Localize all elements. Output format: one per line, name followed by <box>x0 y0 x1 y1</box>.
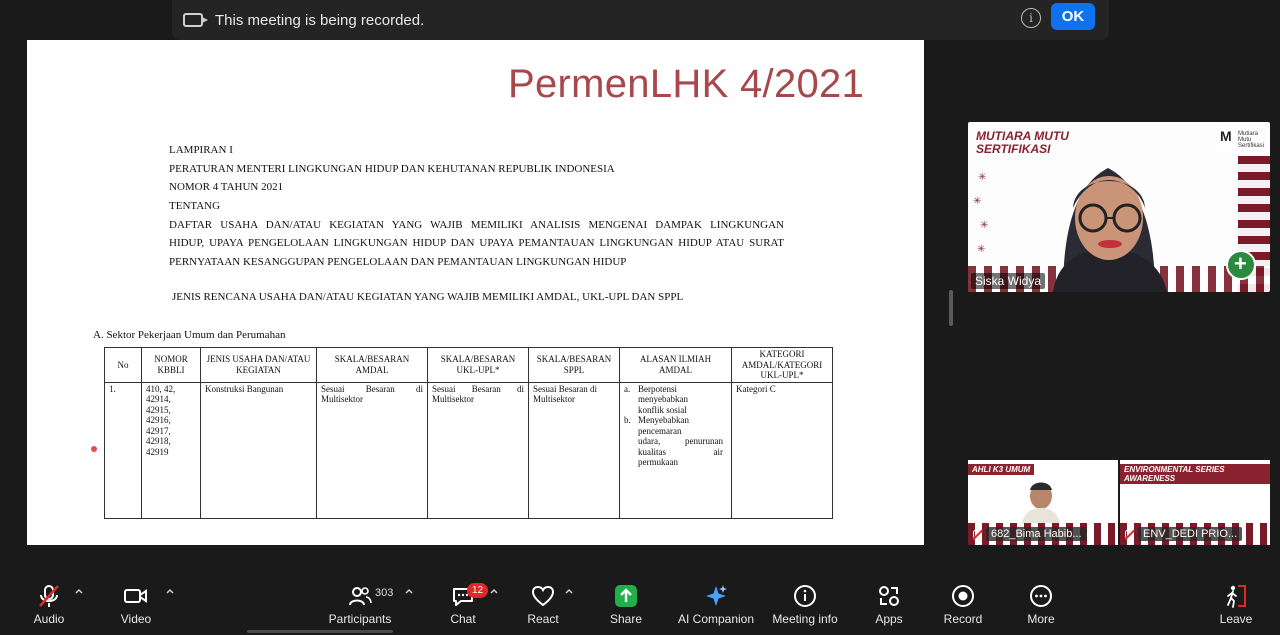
participant-name: Siska Widya <box>971 273 1045 289</box>
chevron-up-icon[interactable] <box>564 586 574 596</box>
video-tile-bima[interactable] <box>968 460 1118 545</box>
audio-button[interactable] <box>30 575 68 635</box>
alasan-line: Berpotensi <box>638 383 677 394</box>
doc-section-title: A. Sektor Pekerjaan Umum dan Perumahan <box>93 329 286 341</box>
more-icon <box>1029 584 1053 608</box>
leave-button[interactable] <box>1219 575 1253 635</box>
leave-icon <box>1224 583 1248 609</box>
word: Multisektor <box>432 394 474 404</box>
participant-video <box>1016 476 1066 526</box>
mic-muted-icon <box>973 529 982 540</box>
word: Besaran <box>471 383 501 394</box>
apps-icon <box>877 584 901 608</box>
participant-count: 303 <box>375 587 394 599</box>
apps-button[interactable] <box>872 575 906 635</box>
table-header: JENIS USAHA DAN/ATAU KEGIATAN <box>201 348 317 383</box>
table-header: SKALA/BESARAN AMDAL <box>317 348 428 383</box>
table-header: NOMOR KBBLI <box>142 348 201 383</box>
logo-mark: M <box>1220 128 1232 144</box>
sparkle-icon: ✳ <box>973 196 982 207</box>
kbli-line: 410, 42, <box>146 383 176 394</box>
more-label: More <box>1027 612 1055 626</box>
sparkle-icon: ✳ <box>977 244 986 255</box>
table-header: No <box>105 348 142 383</box>
pointer-dot <box>91 446 97 452</box>
document-heading <box>169 141 784 272</box>
alasan-item <box>624 384 727 416</box>
share-button[interactable] <box>610 575 642 635</box>
shared-document <box>27 40 924 545</box>
participants-label: Participants <box>328 612 392 626</box>
cell-kategori: Kategori C <box>732 382 833 518</box>
brand-line: SERTIFIKASI <box>976 142 1051 156</box>
kbli-line: 42914, <box>146 394 171 404</box>
alasan-line: Menyebabkan <box>638 415 689 425</box>
video-camera-icon <box>123 586 149 606</box>
info-icon[interactable]: i <box>1021 8 1041 28</box>
logo-text: Mutu <box>1238 137 1252 143</box>
chevron-up-icon[interactable] <box>489 586 499 596</box>
participant-name: 682_Bima Habib... <box>986 527 1087 541</box>
speaker-video <box>1043 146 1173 292</box>
panel-resize-handle[interactable] <box>949 290 953 326</box>
chevron-up-icon[interactable] <box>74 586 84 596</box>
kbli-line: 42919 <box>146 446 169 457</box>
doc-line: TENTANG <box>169 200 221 213</box>
alasan-letter: a. <box>624 383 631 394</box>
share-screen-icon <box>614 584 638 608</box>
video-tile-siska[interactable] <box>968 122 1270 292</box>
doc-line: PERNYATAAN KESANGGUPAN PENGELOLAAN DAN PEMANTAUAN LINGKUNGAN HIDUP <box>169 256 627 269</box>
sparkle-icon <box>704 584 728 608</box>
alasan-line: pencemaran <box>638 425 682 436</box>
sparkle-icon: ✳ <box>980 220 989 231</box>
doc-line: PERATURAN MENTERI LINGKUNGAN HIDUP DAN KEHUTANAN REPUBLIK INDONESIA <box>169 162 615 175</box>
alasan-line: udara, penurunan <box>638 436 723 446</box>
scroll-indicator <box>247 630 393 633</box>
chevron-up-icon[interactable] <box>404 586 414 596</box>
kbli-line: 42918, <box>146 436 171 446</box>
participant-name: ENV_DEDI PRIO... <box>1138 527 1242 541</box>
kbli-line: 42916, <box>146 415 171 425</box>
alasan-line: permukaan <box>638 457 678 467</box>
participants-button[interactable] <box>328 575 394 635</box>
audio-label: Audio <box>33 612 65 626</box>
kbli-line: 42915, <box>146 404 171 415</box>
doc-subheading: JENIS RENCANA USAHA DAN/ATAU KEGIATAN YANG WAJIB MEMILIKI AMDAL, UKL-UPL DAN SPPL <box>172 291 684 303</box>
doc-line: NOMOR 4 TAHUN 2021 <box>169 181 284 194</box>
logo-text: Mutiara <box>1238 131 1259 137</box>
heart-icon <box>531 585 555 607</box>
cell-ukl <box>428 382 529 518</box>
react-label: React <box>527 612 559 626</box>
react-button[interactable] <box>526 575 560 635</box>
sppl-line: Multisektor <box>533 394 575 404</box>
word: Multisektor <box>321 394 363 404</box>
table-header-row <box>105 348 833 383</box>
recording-banner <box>172 0 1109 40</box>
table-header: SKALA/BESARAN UKL-UPL* <box>428 348 529 383</box>
tile-banner: AHLI K3 UMUM <box>968 464 1034 475</box>
alasan-item <box>624 415 727 468</box>
alasan-letter: b. <box>624 415 631 425</box>
word: di <box>415 383 423 394</box>
brand-line: MUTIARA MUTU <box>976 129 1069 143</box>
sppl-line: Sesuai Besaran di <box>533 383 597 394</box>
meeting-toolbar <box>0 575 1280 635</box>
word: di <box>516 383 524 394</box>
record-icon <box>951 584 975 608</box>
ai-companion-button[interactable] <box>678 575 754 635</box>
word: Sesuai <box>432 383 456 394</box>
doc-line: HIDUP, UPAYA PENGELOLAAN LINGKUNGAN HIDUP DAN UPAYA PEMANTAUAN LINGKUNGAN HIDUP ATAU SURAT <box>169 237 784 250</box>
alasan-line: konflik sosial <box>638 404 687 415</box>
chat-label: Chat <box>450 612 476 626</box>
alasan-line: menyebabkan <box>638 394 688 404</box>
kbli-line: 42917, <box>146 425 171 436</box>
ok-button[interactable]: OK <box>1051 3 1095 30</box>
mic-muted-icon <box>37 583 61 609</box>
sparkle-icon: ✳ <box>978 172 987 183</box>
chevron-up-icon[interactable] <box>165 586 175 596</box>
table-header: SKALA/BESARAN SPPL <box>529 348 620 383</box>
alasan-line: kualitas air <box>638 446 723 457</box>
mic-muted-icon <box>1125 529 1134 540</box>
table-header: KATEGORI AMDAL/KATEGORI UKL-UPL* <box>732 348 833 383</box>
ai-companion-label: AI Companion <box>677 612 755 626</box>
cell-no: 1. <box>105 382 142 518</box>
brand-logo <box>1216 126 1264 152</box>
record-label: Record <box>943 612 983 626</box>
logo-text: Sertifikasi <box>1238 143 1265 149</box>
table-row <box>105 382 833 518</box>
document-watermark: PermenLHK 4/2021 <box>508 62 865 106</box>
cell-jenis: Konstruksi Bangunan <box>201 382 317 518</box>
doc-line: DAFTAR USAHA DAN/ATAU KEGIATAN YANG WAJIB MEMILIKI ANALISIS MENGENAI DAMPAK LINGKUNGAN <box>169 218 784 231</box>
regulation-table <box>104 347 833 519</box>
cell-amdal <box>317 382 428 518</box>
leave-label: Leave <box>1219 612 1253 626</box>
tile-banner: ENVIRONMENTAL SERIES AWARENESS <box>1120 464 1270 484</box>
chat-unread-badge: 12 <box>467 583 488 598</box>
table-header: ALASAN ILMIAH AMDAL <box>620 348 732 383</box>
more-button[interactable] <box>1024 575 1058 635</box>
apps-label: Apps <box>875 612 903 626</box>
cell-sppl <box>529 382 620 518</box>
cell-kbli <box>142 382 201 518</box>
video-tile-dedi[interactable] <box>1120 460 1270 545</box>
recording-camera-icon <box>183 13 203 27</box>
info-icon <box>793 584 817 608</box>
word: Sesuai <box>321 383 345 394</box>
doc-line: LAMPIRAN I <box>169 144 233 156</box>
meeting-info-button[interactable] <box>772 575 838 635</box>
video-label: Video <box>120 612 152 626</box>
record-button[interactable] <box>943 575 983 635</box>
participants-icon <box>348 585 372 607</box>
cell-alasan <box>620 382 732 518</box>
share-label: Share <box>609 612 643 626</box>
video-button[interactable] <box>116 575 156 635</box>
meeting-info-label: Meeting info <box>772 612 838 626</box>
word: Besaran <box>365 383 395 394</box>
health-badge-icon <box>1226 250 1256 280</box>
recording-message: This meeting is being recorded. <box>215 11 425 29</box>
